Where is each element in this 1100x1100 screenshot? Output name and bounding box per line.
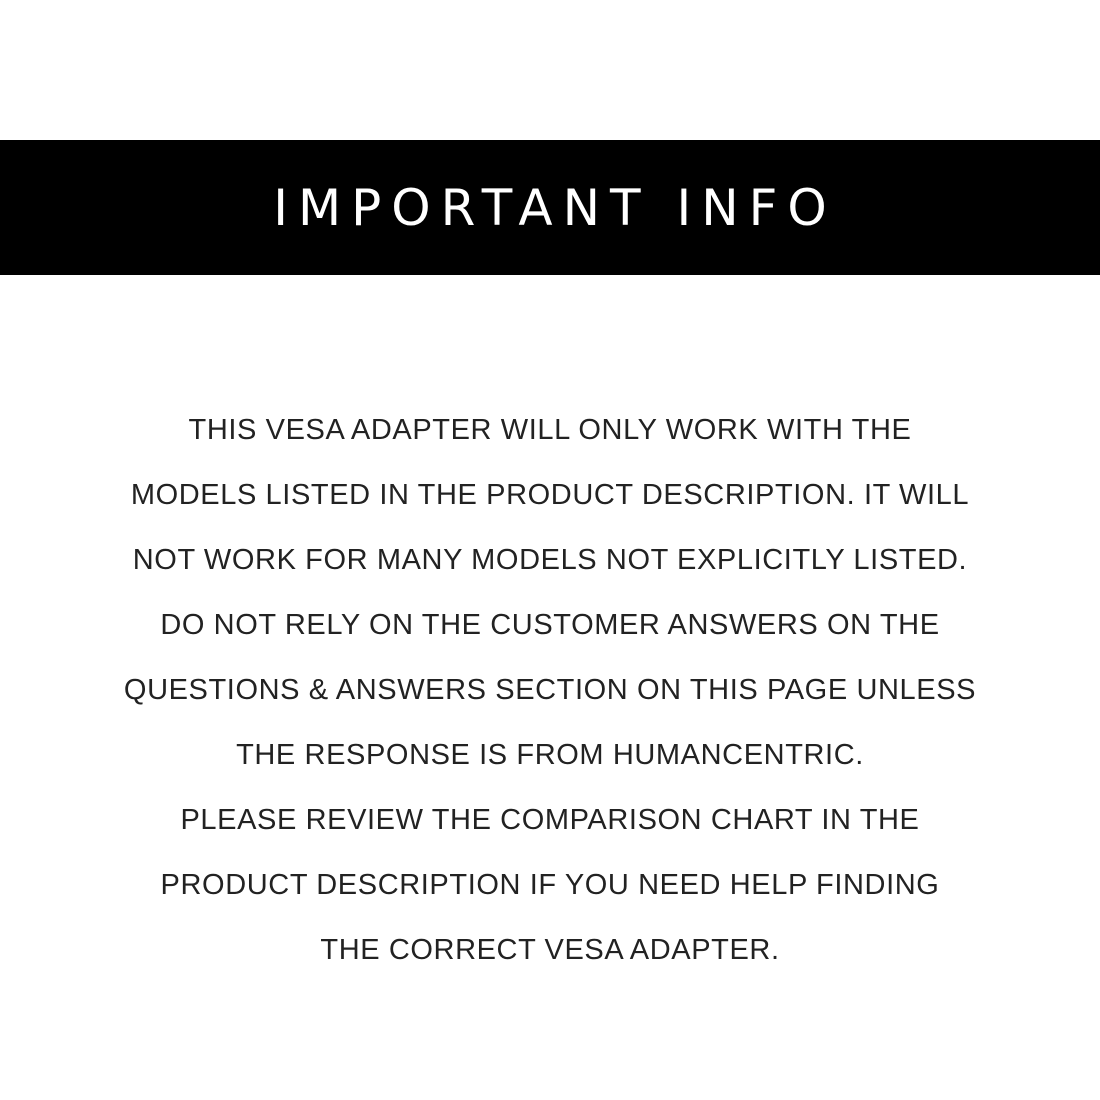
notice-line: THE RESPONSE IS FROM HUMANCENTRIC. bbox=[236, 739, 864, 771]
notice-line: DO NOT RELY ON THE CUSTOMER ANSWERS ON THE bbox=[160, 609, 940, 641]
header-banner bbox=[0, 140, 1100, 275]
notice-line: PRODUCT DESCRIPTION IF YOU NEED HELP FINDING bbox=[160, 869, 940, 901]
notice-line: NOT WORK FOR MANY MODELS NOT EXPLICITLY LISTED. bbox=[132, 544, 968, 576]
banner-title: IMPORTANT INFO bbox=[273, 178, 837, 237]
notice-line: MODELS LISTED IN THE PRODUCT DESCRIPTION. IT WILL bbox=[130, 479, 970, 511]
notice-line: QUESTIONS & ANSWERS SECTION ON THIS PAGE UNLESS bbox=[123, 674, 977, 706]
notice-line: PLEASE REVIEW THE COMPARISON CHART IN THE bbox=[180, 804, 920, 836]
notice-line: THIS VESA ADAPTER WILL ONLY WORK WITH THE bbox=[188, 414, 912, 446]
notice-line: THE CORRECT VESA ADAPTER. bbox=[320, 934, 780, 966]
notice-text-block bbox=[0, 398, 1100, 983]
